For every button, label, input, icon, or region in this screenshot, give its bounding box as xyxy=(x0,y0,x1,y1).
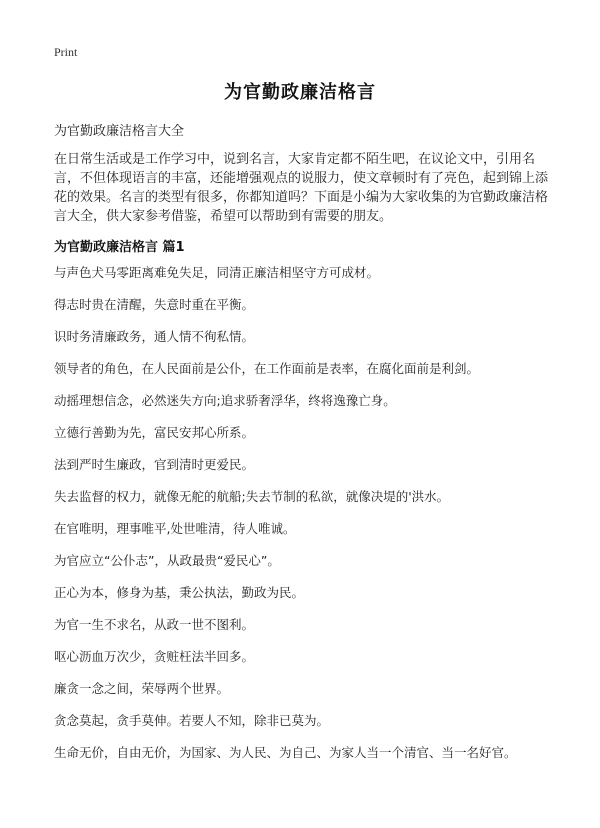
quote-item: 领导者的角色，在人民面前是公仆，在工作面前是表率，在腐化面前是利剑。 xyxy=(54,361,480,376)
quote-item: 动摇理想信念，必然迷失方向;追求骄奢浮华，终将逸豫亡身。 xyxy=(54,393,396,408)
quote-item: 在官唯明，理事唯平,处世唯清，待人唯诚。 xyxy=(54,521,296,536)
quote-item: 廉贪一念之间，荣辱两个世界。 xyxy=(54,681,230,696)
quote-item: 贪念莫起，贪手莫伸。若要人不知，除非已莫为。 xyxy=(54,713,330,728)
quote-item: 为官应立“公仆志”，从政最贵“爱民心”。 xyxy=(54,553,280,568)
intro-paragraph: 在日常生活或是工作学习中，说到名言，大家肯定都不陌生吧，在议论文中，引用名言，不但体现语言的丰富，还能增强观点的说服力，使文章顿时有了亮色，起到锦上添花的效果。名言的类型有很多，你都知道吗？下面是小编为大家收集的为官勤政廉洁格言大全，供大家参考借鉴，希望可以帮助到有需要的朋友。 xyxy=(54,152,549,224)
quote-item: 法到严时生廉政，官到清时更爱民。 xyxy=(54,457,255,472)
page-title: 为官勤政廉洁格言 xyxy=(224,82,376,103)
quote-item: 生命无价，自由无价，为国家、为人民、为自己、为家人当一个清官、当一名好官。 xyxy=(54,745,517,760)
quote-item: 为官一生不求名，从政一世不图利。 xyxy=(54,617,255,632)
quote-item: 得志时贵在清醒，失意时重在平衡。 xyxy=(54,297,255,312)
print-link[interactable]: Print xyxy=(54,45,78,59)
quote-item: 失去监督的权力，就像无舵的航船;失去节制的私欲，就像决堤的'洪水。 xyxy=(54,489,450,504)
section-heading: 为官勤政廉洁格言 篇1 xyxy=(54,240,185,255)
quote-item: 立德行善勤为先，富民安邦心所系。 xyxy=(54,425,255,440)
quote-item: 呕心沥血万次少，贪赃枉法半回多。 xyxy=(54,649,255,664)
quote-item: 识时务清廉政务，通人情不徇私情。 xyxy=(54,329,255,344)
quote-list xyxy=(54,264,564,776)
quote-item: 与声色犬马零距离难免失足，同清正廉洁相坚守方可成材。 xyxy=(54,265,380,280)
quote-item: 正心为本，修身为基，秉公执法，勤政为民。 xyxy=(54,585,305,600)
page-subtitle: 为官勤政廉洁格言大全 xyxy=(54,124,185,139)
